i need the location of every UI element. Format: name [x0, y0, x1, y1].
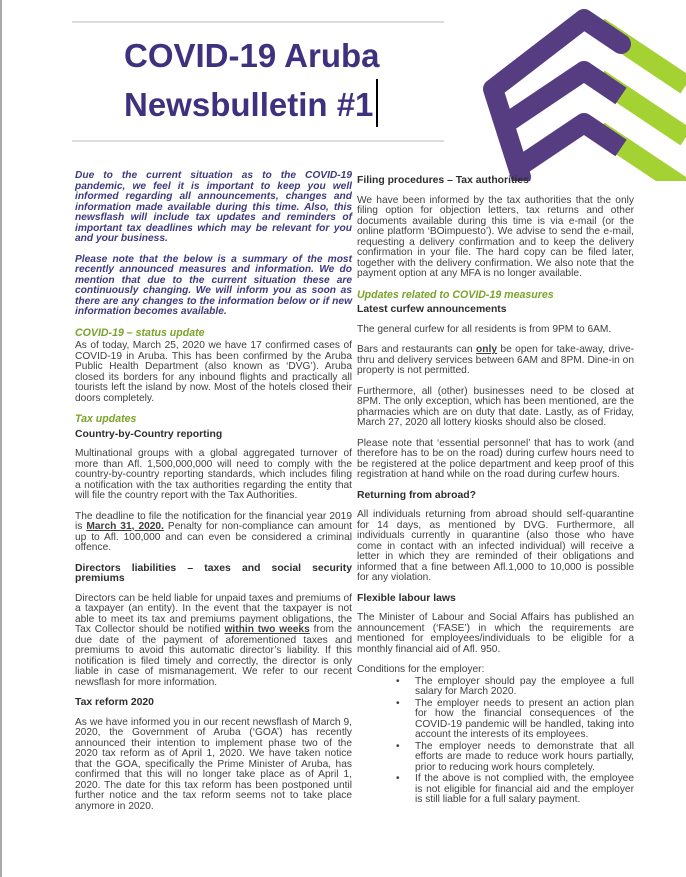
page-title [124, 32, 484, 128]
heading: Country-by-Country reporting [75, 428, 223, 440]
company-logo [472, 5, 686, 181]
header-divider-bottom [72, 140, 444, 142]
bullet-item: • The employer should pay the employee a full salary for March 2020. [415, 677, 634, 698]
para: As we have informed you in our recent newsflash of March 9, 2020, the Government of Aruba (‘GOA’) has recently announced their intention to implement phase two of the 2020 tax reform as of April 1, 2020. We have taken notice that the GOA, specifically the Prime Minister of Aruba, has confirmed that this will no longer take place as of April 1, 2020. The date for this tax reform has been postponed until further notice and the tax reform seems not to take place anymore in 2020. [75, 716, 352, 812]
intro: Due to the current situation as to the COVID-19 pandemic, we feel it is important to keep you well informed regarding all announcements, changes and information made available during this time. Also, this newsflash will include tax updates and reminders of important tax deadlines which may be relevant for you and your business. [75, 170, 352, 244]
para: Directors can be held liable for unpaid taxes and premiums of a taxpayer (an entity). In the event that the taxpayer is not able to meet its tax and premiums payment obligations, the Tax Collector should be notified within two weeks from the due date of the payment of aforementioned taxes and premiums to avoid this automatic director’s liability. If this notification is filed timely and correctly, the director is only liable in case of mismanagement. We refer to our recent newsflash for more information. [75, 592, 352, 688]
para: Please note that ‘essential personnel’ that has to work (and therefore has to be on the road) during curfew hours need to be registered at the police department and keep proof of this registration at hand while on the road during curfew hours. [357, 437, 634, 480]
bullet-item: • The employer needs to present an action plan for how the financial consequences of the COVID-19 pandemic will be handled, taking into account the interests of its employees. [415, 699, 634, 741]
heading: Returning from abroad? [357, 489, 476, 501]
title-line-2: Newsbulletin #1 [124, 86, 374, 123]
intro: Please note that the below is a summary of the most recently announced measures and information. We do mention that due to the current situation these are continuously changing. We will inform you as soon as there are any changes to the information below or if new information becomes available. [75, 253, 352, 317]
page-left-border [0, 0, 2, 877]
para: Furthermore, all (other) businesses need to be closed at 8PM. The only exception, which has been mentioned, are the pharmacies which are on duty that date. Lastly, as of Friday, March 27, 2020 all lottery kiosks should also be closed. [357, 385, 634, 428]
left-column [75, 171, 352, 822]
bullets [357, 677, 634, 806]
para: The deadline to file the notification for the financial year 2019 is March 31, 2020. Penalty for non-compliance can amount up to Afl. 100,000 and can even be considered a criminal offence. [75, 510, 352, 553]
bullet-item: • If the above is not complied with, the employee is not eligible for financial aid and the employer is still liable for a full salary payment. [415, 774, 634, 806]
heading: Filing procedures – Tax authorities [357, 175, 529, 186]
para: Multinational groups with a global aggregated turnover of more than Afl. 1,500,000,000 will need to comply with the country-by-country reporting standards, which includes filing a notification with the tax authorities regarding the entity that will file the country report with the Tax Authorities. [75, 448, 352, 501]
para: All individuals returning from abroad should self-quarantine for 14 days, as mentioned by DVG. Furthermore, all individuals currently in quarantine (also those who have come in contact with an infected individual) will receive a letter in which they are reminded of their obligations and informed that a fine between Afl.1,000 to 10,000 is possible for any violation. [357, 509, 634, 583]
title-line-1: COVID-19 Aruba [124, 37, 380, 74]
para: The general curfew for all residents is from 9PM to 6AM. [357, 323, 612, 335]
chevrons-logo-graphic [472, 5, 686, 181]
para: The Minister of Labour and Social Affairs has published an announcement (‘FASE’) in which the requirements are mentioned for employees/individuals to be eligible for a monthly financial aid of Afl. 950. [357, 612, 634, 655]
header-divider-top [72, 21, 444, 23]
heading: Latest curfew announcements [357, 304, 507, 315]
label: Conditions for the employer: [357, 664, 485, 675]
green-heading: Tax updates [75, 413, 137, 425]
body-columns [75, 171, 634, 822]
right-column [357, 171, 634, 822]
heading: Directors liabilities – taxes and social security premiums [75, 562, 352, 584]
heading: Flexible labour laws [357, 592, 456, 604]
green-heading: Updates related to COVID-19 measures [357, 288, 554, 301]
para: Bars and restaurants can only be open for take-away, drive-thru and delivery services between 6AM and 8PM. Dine-in on property is not permitted. [357, 344, 634, 376]
green-heading: COVID-19 – status update [75, 326, 205, 339]
text-cursor [376, 79, 378, 127]
heading: Tax reform 2020 [75, 697, 154, 708]
para: As of today, March 25, 2020 we have 17 confirmed cases of COVID-19 in Aruba. This has been confirmed by the Aruba Public Health Department (also known as ‘DVG’). Aruba closed its borders for any inbound flights and practically all tourists left the island by now. Most of the hotels closed their doors completely. [75, 340, 352, 404]
para: We have been informed by the tax authorities that the only filing option for objection letters, tax returns and other documents available during this time is via e-mail (or the online platform ‘BOimpuesto’). We advise to send the e-mail, requesting a delivery confirmation and to keep the delivery confirmation in your file. The hard copy can be filed later, together with the delivery confirmation. We also note that the payment option at any MFA is no longer available. [357, 194, 634, 279]
bullet-item: • The employer needs to demonstrate that all efforts are made to reduce work hours partially, prior to reducing work hours completely. [415, 742, 634, 774]
